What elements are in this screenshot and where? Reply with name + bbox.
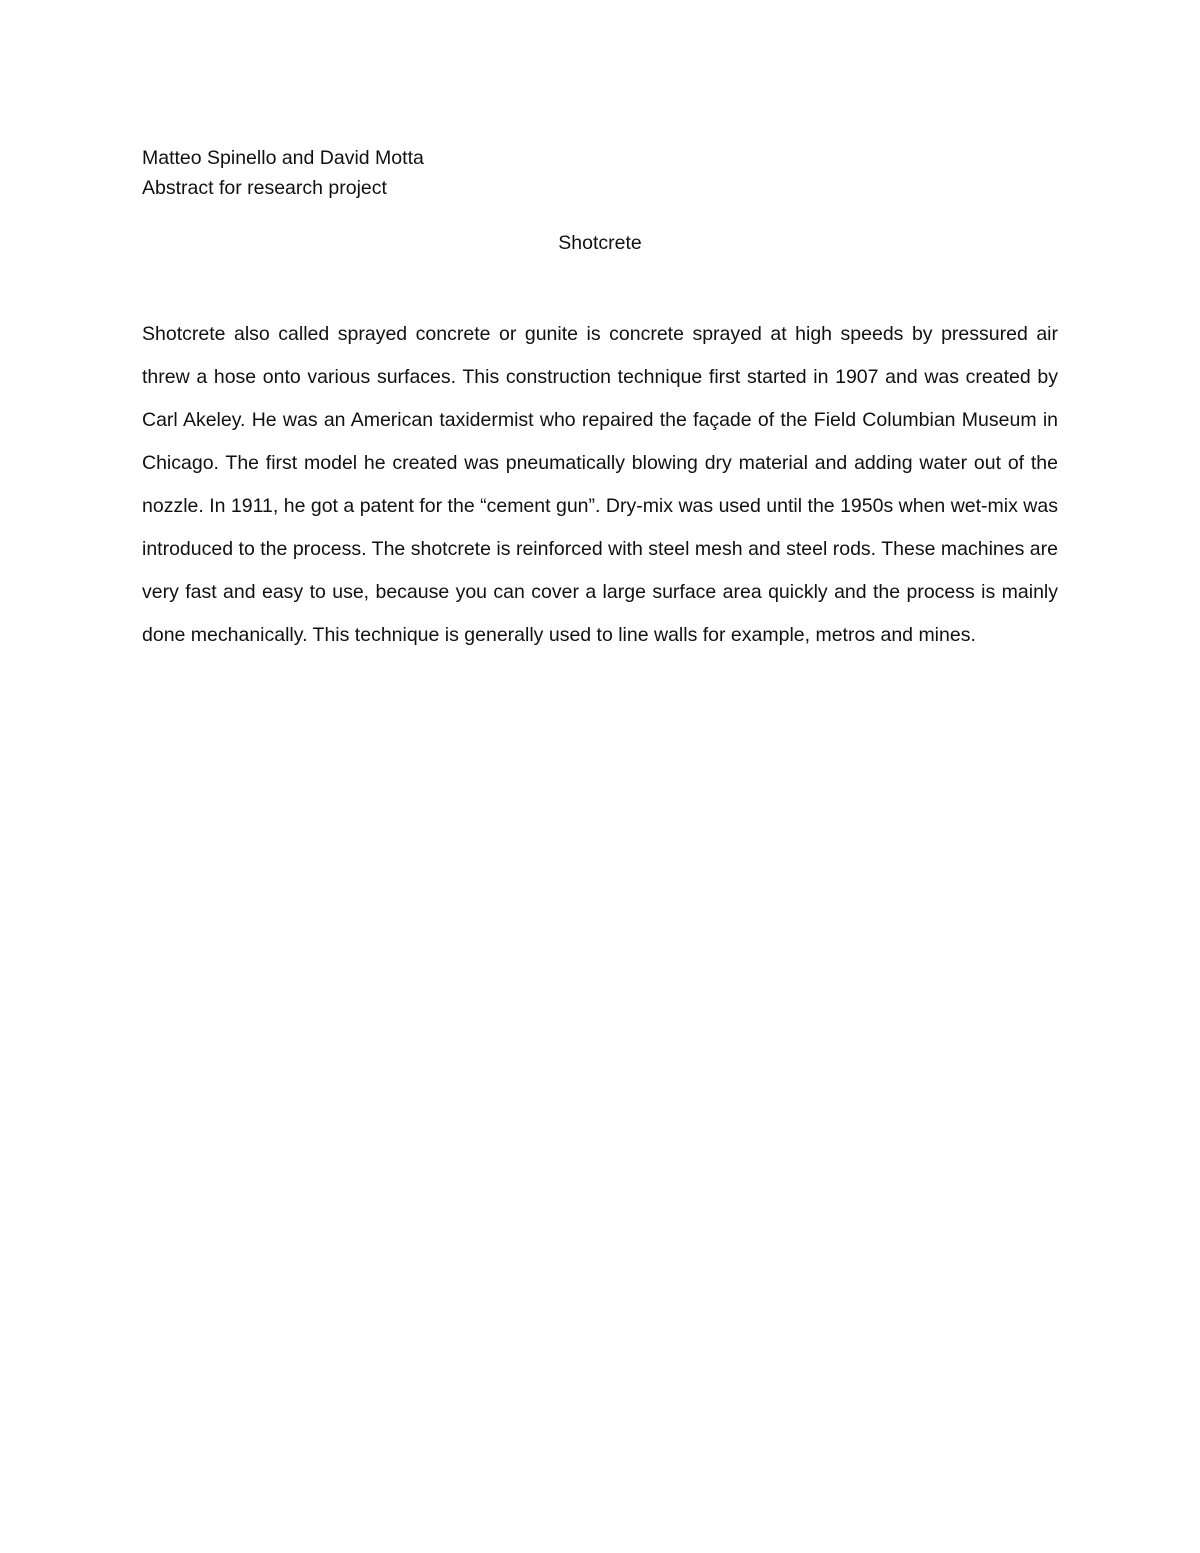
abstract-paragraph: Shotcrete also called sprayed concrete or gunite is concrete sprayed at high speeds by pressured air threw a hose onto various surfaces. This construction technique first started in 1907 and was created by Carl Akeley. He was an American taxidermist who repaired the façade of the Field Columbian Museum in Chicago. The first model he created was pneumatically blowing dry material and adding water out of the nozzle. In 1911, he got a patent for the “cement gun”. Dry-mix was used until the 1950s when wet-mix was introduced to the process. The shotcrete is reinforced with steel mesh and steel rods. These machines are very fast and easy to use, because you can cover a large surface area quickly and the process is mainly done mechanically. This technique is generally used to line walls for example, metros and mines. [142, 323, 1058, 646]
document-title: Shotcrete [558, 232, 642, 254]
document-header [142, 143, 1062, 203]
author-line: Matteo Spinello and David Motta [142, 147, 424, 169]
document-subtitle: Abstract for research project [142, 177, 387, 199]
